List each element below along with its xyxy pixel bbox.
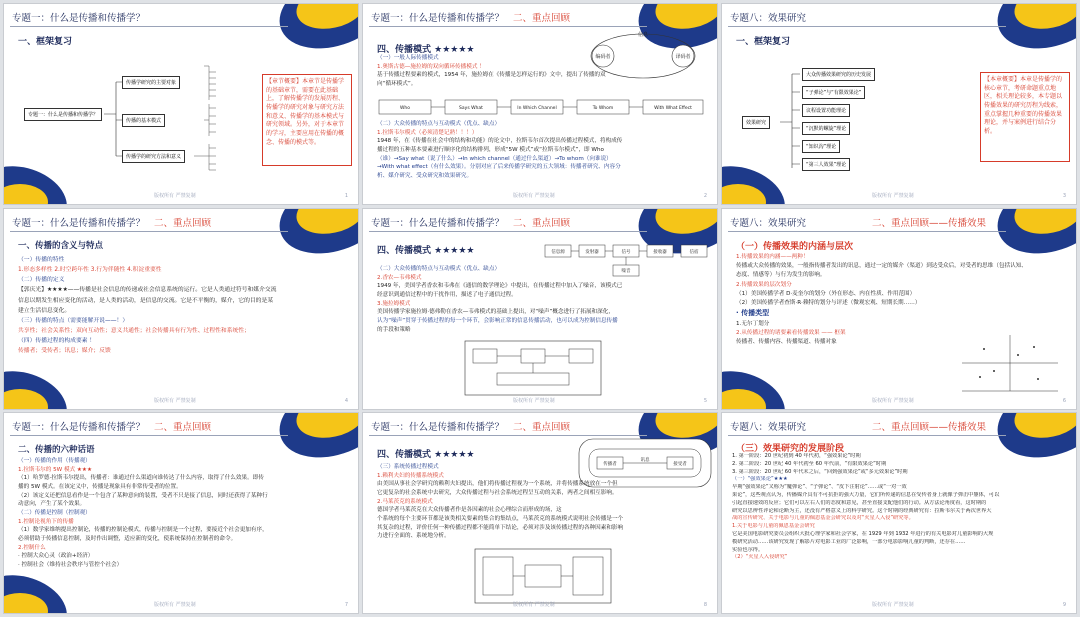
page-number: 2 bbox=[703, 193, 707, 199]
slide-subtitle: 二、重点回顾——传播效果 bbox=[872, 422, 987, 433]
body-line: 3. 第三阶段：20 世纪 60 年代末之后，“回到强效果论”或“多元效果论”时期 bbox=[732, 468, 908, 475]
body-line: 的手段和策略 bbox=[377, 326, 411, 333]
divider bbox=[10, 435, 288, 436]
slide-subtitle: 二、重点回顾 bbox=[513, 218, 571, 229]
body-line: 研究以思辨性评论和论断为主，还没有严格意义上的科学研究。这个时期的经典研究有：拉斯韦尔关于两次世界大 bbox=[732, 507, 992, 514]
body-line: 1948 年，在《传播在社会中的结构和功能》的论文中，拉斯韦尔首次提出传播过程模式，将构成传 bbox=[377, 138, 623, 145]
slide-body bbox=[377, 463, 705, 541]
body-line: 果论”，这些观点认为，传播媒介具有不可抗拒的强大力量，它们所传递的信息在受传者身上就像子弹击中躯体，可以 bbox=[732, 491, 1000, 498]
slide-title: 专题一：什么是传播和传播学？ bbox=[12, 13, 146, 24]
slide-8[interactable] bbox=[362, 412, 718, 614]
body-line: 1.拉斯韦尔模式（必须清楚记熟！！！） bbox=[377, 129, 478, 136]
slide-body bbox=[377, 265, 705, 334]
slide-subtitle: 二、重点回顾 bbox=[154, 218, 212, 229]
section-title: 一、传播的含义与特点 bbox=[18, 241, 104, 251]
body-line: 播的 5W 模式。在该定义中，传播是现象具有非常传受者的位置。 bbox=[18, 483, 182, 490]
body-line: 它是美国电影研究委员会组织大批心理学家和社会学家，在 1929 年到 1932 年进行的有关电影对儿童影响的大规 bbox=[732, 530, 994, 537]
section-title: （一）传播效果的内涵与层次 bbox=[736, 242, 854, 252]
body-line: 向“循环模式”。 bbox=[377, 80, 417, 87]
body-line: （四）传播过程的构成要素 ！ bbox=[18, 338, 96, 345]
svg-text:讯息: 讯息 bbox=[640, 458, 650, 463]
body-line: 1.奥斯古德—施拉姆的双向循环传播模式 ！ bbox=[377, 63, 485, 70]
body-line: （一）一般人际传播模式 bbox=[377, 55, 439, 61]
body-line: （一）传播的特性 bbox=[18, 257, 65, 263]
svg-text:Who: Who bbox=[399, 106, 411, 111]
chapter-summary-box: 【本章概要】本章是传播学的核心章节，考研命题重点地区，相关理论较多，本专题以传播效果的研究历程为线索，重点掌握几种重要的传播效果理论，并与案例进行结合分析。 bbox=[980, 72, 1070, 162]
slide-footer: 版权所有 严禁复制 bbox=[872, 398, 914, 404]
slide-3[interactable] bbox=[721, 3, 1077, 205]
body-line: 【郭庆光】★★★★——传播是社会信息的传递或社会信息系统的运行。它是人类通过符号和媒介交流 bbox=[18, 287, 277, 294]
mindmap-node: “第三人效果”理论 bbox=[802, 158, 850, 171]
slide-footer: 版权所有 严禁复制 bbox=[154, 602, 196, 608]
body-line: 1.形态多样性 2.时空跨年性 3.行为伴随性 4.积淀重要性 bbox=[18, 267, 162, 274]
slide-body-2 bbox=[377, 120, 705, 181]
slide-subtitle: 二、重点回顾 bbox=[513, 13, 571, 24]
body-line: 2.控制什么 bbox=[18, 544, 46, 551]
svg-text:信号: 信号 bbox=[621, 250, 631, 255]
divider bbox=[369, 231, 647, 232]
body-line: （2）美国传播学者查斯·R·赖特的划分与评述（微观宏观、短期长期……） bbox=[736, 300, 921, 307]
page-number: 3 bbox=[1062, 193, 1066, 199]
body-line: →With what effect（有什么效果）。分别对应了后来传播学研究的五大领域：传播者研究、内容分 bbox=[377, 164, 621, 171]
section-title: 四、传播模式 ★★★★★ bbox=[377, 45, 475, 55]
page-number: 9 bbox=[1062, 602, 1066, 608]
body-line: （一）“强效果论”★★★ bbox=[732, 476, 788, 483]
section-title: 四、传播模式 ★★★★★ bbox=[377, 450, 475, 460]
mindmap-root: 效果研究 bbox=[742, 116, 770, 129]
slide-7[interactable] bbox=[3, 412, 359, 614]
body-line: 经意识到通信过程中的干扰作用，描述了电子通信过程。 bbox=[377, 291, 517, 298]
slide-title: 专题八：效果研究 bbox=[730, 218, 807, 229]
body-line: （二）大众传播的特点与互动模式（优点、缺点） bbox=[377, 121, 501, 127]
body-line: 个系统的每个主要环节都是该类相关要素的集合的集结点，马莱茨克的系统模式说明社会传播是一个 bbox=[377, 515, 624, 522]
slide-title: 专题一：什么是传播和传播学？ bbox=[12, 218, 146, 229]
body-line: 2.传播效果的层次划分 bbox=[736, 281, 792, 288]
body-line: 2.马莱茨克的系统模式 bbox=[377, 498, 433, 505]
section-title: （三）效果研究的发展阶段 bbox=[736, 444, 845, 454]
slide-4[interactable] bbox=[3, 208, 359, 410]
section-title: 一、框架复习 bbox=[18, 37, 73, 47]
body-line: 1.控制论视角下的传播 bbox=[18, 518, 74, 525]
body-line: 其复杂的过程，评价任何一种传播过程都不能简单下结论，必须对涉及该传播过程的各种因素和影响 bbox=[377, 524, 624, 531]
slide-subtitle: 二、重点回顾 bbox=[513, 422, 571, 433]
slide-title: 专题一：什么是传播和传播学？ bbox=[371, 13, 505, 24]
divider bbox=[10, 231, 288, 232]
schramm-noise-diagram bbox=[463, 337, 603, 399]
slide-footer: 版权所有 严禁复制 bbox=[513, 398, 555, 404]
slide-subtitle: 二、重点回顾——传播效果 bbox=[872, 218, 987, 229]
body-line: 2.从传播过程的诸要素看传播效果 —— 框架 bbox=[736, 330, 846, 337]
mindmap-node: 传播的基本模式 bbox=[122, 114, 165, 127]
body-line: 传播者、传播内容、传播渠道、传播对象 bbox=[736, 339, 837, 346]
slide-footer: 版权所有 严禁复制 bbox=[154, 398, 196, 404]
body-line: 引起直接速效的反应；它们可以左右人们的态度和意见，甚至直接支配他们的行动。从方法论角度看，这时期的 bbox=[732, 499, 987, 506]
svg-text:译码者: 译码者 bbox=[675, 54, 691, 60]
body-line: 态度、情感等）与行为发生的影响。 bbox=[736, 272, 826, 279]
slide-footer: 版权所有 严禁复制 bbox=[872, 602, 914, 608]
slide-footer: 版权所有 严禁复制 bbox=[872, 193, 914, 199]
body-line: （1）美国传播学者 D·麦奎尔的划分（外在形态、内在性质、作用范围） bbox=[736, 290, 916, 297]
body-line: （1）哈罗德·拉斯韦尔提出，传播者：谁通过什么渠道向谁传达了什么内容，取得了什么效果。即传 bbox=[18, 475, 264, 482]
body-line: 播过程的五种基本要素进行顺序化的结构排列，形成“5W 模式”或“拉斯韦尔模式”，即 Who bbox=[377, 146, 604, 153]
body-line: （三）传播的特点（需要能解开说——！） bbox=[18, 317, 129, 324]
body-line: 实验也尔得。 bbox=[732, 546, 764, 553]
svg-text:发射器: 发射器 bbox=[585, 250, 599, 255]
slide-body bbox=[732, 453, 1064, 562]
body-line: 信息以期发生相应变化的活动，是人类的活动，是信息的交流。它是不平衡的，媒介，它的目的是某 bbox=[18, 297, 274, 304]
page-number: 8 bbox=[703, 602, 707, 608]
slide-body bbox=[18, 255, 346, 356]
body-line: 必须借助于传播信息控制，及时作出调整，适应新的变化，使系统保持在控制者的命令。 bbox=[18, 535, 237, 542]
body-line: 1.拉斯韦尔的 5W 模式 ★★★ bbox=[18, 466, 92, 473]
lasswell-5w-diagram bbox=[377, 94, 707, 120]
body-line: 早期“强效果论”又称为“魔弹论”、“子弹论”、“皮下注射论”……或“一对一效 bbox=[732, 484, 907, 491]
body-line: 动意向，产生了某个效果。 bbox=[18, 501, 86, 508]
body-line: 2. 第二阶段：20 世纪 40 年代初至 60 年代前，“有限效果论”时期 bbox=[732, 460, 887, 467]
body-line: · 传播类型 bbox=[736, 309, 770, 318]
svg-text:编码者: 编码者 bbox=[595, 54, 611, 60]
mindmap-node: 传播学的研究方法和意义 bbox=[122, 150, 185, 163]
mindmap-root: 专题一：什么是传播和传播学？ bbox=[24, 108, 102, 121]
body-line: 3.施拉姆模式 bbox=[377, 300, 411, 307]
body-line: 共享性；社会关系性；双向互动性；意义共通性；社会传播具有行为性、过程性和系统性； bbox=[18, 327, 250, 334]
slide-title: 专题一：什么是传播和传播学？ bbox=[12, 422, 146, 433]
divider bbox=[728, 231, 1006, 232]
svg-text:噪音: 噪音 bbox=[621, 269, 631, 274]
body-line: 2.香农—韦弗模式 bbox=[377, 274, 422, 281]
svg-text:信宿: 信宿 bbox=[689, 250, 699, 255]
slide-title: 专题八：效果研究 bbox=[730, 422, 807, 433]
body-line: 德国学者马莱茨克在大众传播者作是各因素的社会心理综合而形成的场，这 bbox=[377, 507, 562, 514]
body-line: 由美国从事社会学研究的赖利夫妇提出，他们将传播过程视为一个系统，并将传播系统放在一个但 bbox=[377, 481, 618, 488]
svg-text:信息: 信息 bbox=[637, 32, 649, 38]
body-line: 传播者；受传者；讯息；媒介；反馈 bbox=[18, 348, 111, 355]
divider bbox=[728, 435, 1006, 436]
chapter-summary-box: 【章节概要】本章节是传播学的基础章节，需要在此基础上，了解传播学的发展历程、传播学的研究对象与研究方法和意义、传播学的基本模式与研究领域。另外，对于本章节的学习，主要应用在传播的概念、传播的模式等。 bbox=[262, 74, 352, 166]
mindmap-node: “子弹论”与“有限效果论” bbox=[802, 86, 865, 99]
body-line: 战的宣传研究、关于电影与儿童的佩恩基金会研究以及对“火星人入侵”研究等。 bbox=[732, 515, 914, 522]
body-line: （三）系统传播过程模式 bbox=[377, 464, 439, 470]
body-line: 析、媒介研究、受众研究和效果研究。 bbox=[377, 172, 473, 179]
slide-1[interactable] bbox=[3, 3, 359, 205]
svg-text:传播者: 传播者 bbox=[603, 462, 617, 467]
maletzke-system-diagram bbox=[473, 547, 613, 605]
slide-title: 专题八：效果研究 bbox=[730, 13, 807, 24]
slide-footer: 版权所有 严禁复制 bbox=[513, 602, 555, 608]
divider bbox=[369, 26, 647, 27]
body-line: 建立生活信息变化。 bbox=[18, 307, 71, 314]
body-line: 模研究活动……该研究发现了解影片对电影工业的广泛影响，一部分电影影响儿童的判断，还存在…… bbox=[732, 538, 966, 545]
body-line: （二）大众传播的特点与互动模式（优点、缺点） bbox=[377, 266, 501, 272]
section-title: 四、传播模式 ★★★★★ bbox=[377, 246, 475, 256]
section-title: 二、传播的六种话语 bbox=[18, 445, 95, 455]
body-line: （一）传播的作用（传播观） bbox=[18, 458, 91, 464]
svg-text:信息源: 信息源 bbox=[551, 250, 565, 255]
mindmap-node: 传播学研究的主要对象 bbox=[122, 76, 180, 89]
page-number: 6 bbox=[1062, 398, 1066, 404]
body-line: 美国传播学家施拉姆·德弗勒在香农—韦弗模式的基础上提出，对“噪声”概念进行了拓展和深化， bbox=[377, 309, 614, 316]
body-line: 1.传播效果的内涵——两种！ bbox=[736, 254, 809, 260]
page-number: 1 bbox=[344, 193, 348, 199]
svg-text:接收器: 接收器 bbox=[653, 250, 667, 255]
slide-body bbox=[377, 54, 705, 89]
svg-text:To Whom: To Whom bbox=[592, 106, 614, 111]
mindmap-node: 大众传播效果研究的历史发展 bbox=[802, 68, 875, 81]
slide-9[interactable] bbox=[721, 412, 1077, 614]
body-line: （2）该定义还把信息看作是一个包含了某种意向的装置，受者不只是接了信息，同时还获得了某种行 bbox=[18, 492, 268, 499]
svg-text:Says What: Says What bbox=[459, 106, 483, 111]
svg-text:With What Effect: With What Effect bbox=[654, 106, 692, 111]
body-line: · 控制社会（维持社会秩序与管控个社会） bbox=[18, 561, 123, 568]
slide-title: 专题一：什么是传播和传播学？ bbox=[371, 218, 505, 229]
slide-2[interactable] bbox=[362, 3, 718, 205]
body-line: （2）“火星人入侵研究” bbox=[732, 554, 788, 561]
body-line: 认为“噪声”贯穿于传播过程的每一个环节，会影响正常的信息传播活动，也可以成为控制信息传播 bbox=[377, 317, 618, 324]
svg-text:接受者: 接受者 bbox=[673, 462, 687, 467]
body-line: 1. 第一阶段：20 世纪初到 40 年代初，“强效果论”时期 bbox=[732, 453, 861, 459]
slide-footer: 版权所有 严禁复制 bbox=[513, 193, 555, 199]
body-line: 1.关于电影与儿童的佩恩基金会研究 bbox=[732, 523, 815, 530]
slide-footer: 版权所有 严禁复制 bbox=[154, 193, 196, 199]
body-line: （谁）→Say what（说了什么）→In which channel（通过什么渠道）→To whom（向谁说） bbox=[377, 155, 612, 162]
body-line: 1.无尔丁划分 bbox=[736, 320, 770, 327]
body-line: 1.赖利夫妇的传播系统模式 bbox=[377, 472, 444, 479]
mindmap-node: “沉默的螺旋”理论 bbox=[802, 122, 850, 135]
page-number: 5 bbox=[703, 398, 707, 404]
effects-quadrant-chart bbox=[954, 329, 1064, 399]
body-line: 它更复杂的社会系统中去研究，大众传播过程与社会系统过程呈互动的关系，两者之间相互影响。 bbox=[377, 489, 618, 496]
mindmap-node: 议程设置功能理论 bbox=[802, 104, 850, 117]
page-number: 7 bbox=[344, 602, 348, 608]
svg-text:In Which Channel: In Which Channel bbox=[517, 106, 557, 111]
slide-5[interactable] bbox=[362, 208, 718, 410]
body-line: · 控制大众心灵（政治+经济） bbox=[18, 553, 94, 560]
page-number: 4 bbox=[344, 398, 348, 404]
body-line: （二）传播是控制（控制观） bbox=[18, 509, 91, 516]
slide-subtitle: 二、重点回顾 bbox=[154, 422, 212, 433]
slide-6[interactable] bbox=[721, 208, 1077, 410]
slide-body bbox=[18, 457, 346, 570]
section-title: 一、框架复习 bbox=[736, 37, 791, 47]
body-line: （1）数学家维纳提出控制论，传播的控制论模式，传播与控制是一个过程，要接近个社会更加有序， bbox=[18, 527, 268, 534]
body-line: 基于传播过程要素的模式，1954 年，施拉姆在《传播是怎样运行的》文中，提出了传播的双 bbox=[377, 72, 606, 79]
body-line: （二）传播的定义 bbox=[18, 277, 65, 284]
divider bbox=[369, 435, 647, 436]
body-line: 1949 年，美国学者香农和韦弗在《通信的数学理论》中提出，在传播过程中加入了噪音，该模式已 bbox=[377, 283, 623, 290]
body-line: 力进行全面的、系统地分析。 bbox=[377, 533, 450, 540]
slide-title: 专题一：什么是传播和传播学？ bbox=[371, 422, 505, 433]
body-line: 传播或大众传播的效果，一般指传播者发出的讯息，通过一定的媒介（渠道）到达受众后，对受者的思维（包括认知、 bbox=[736, 263, 1027, 270]
mindmap-node: “知识沟”理论 bbox=[802, 140, 840, 153]
